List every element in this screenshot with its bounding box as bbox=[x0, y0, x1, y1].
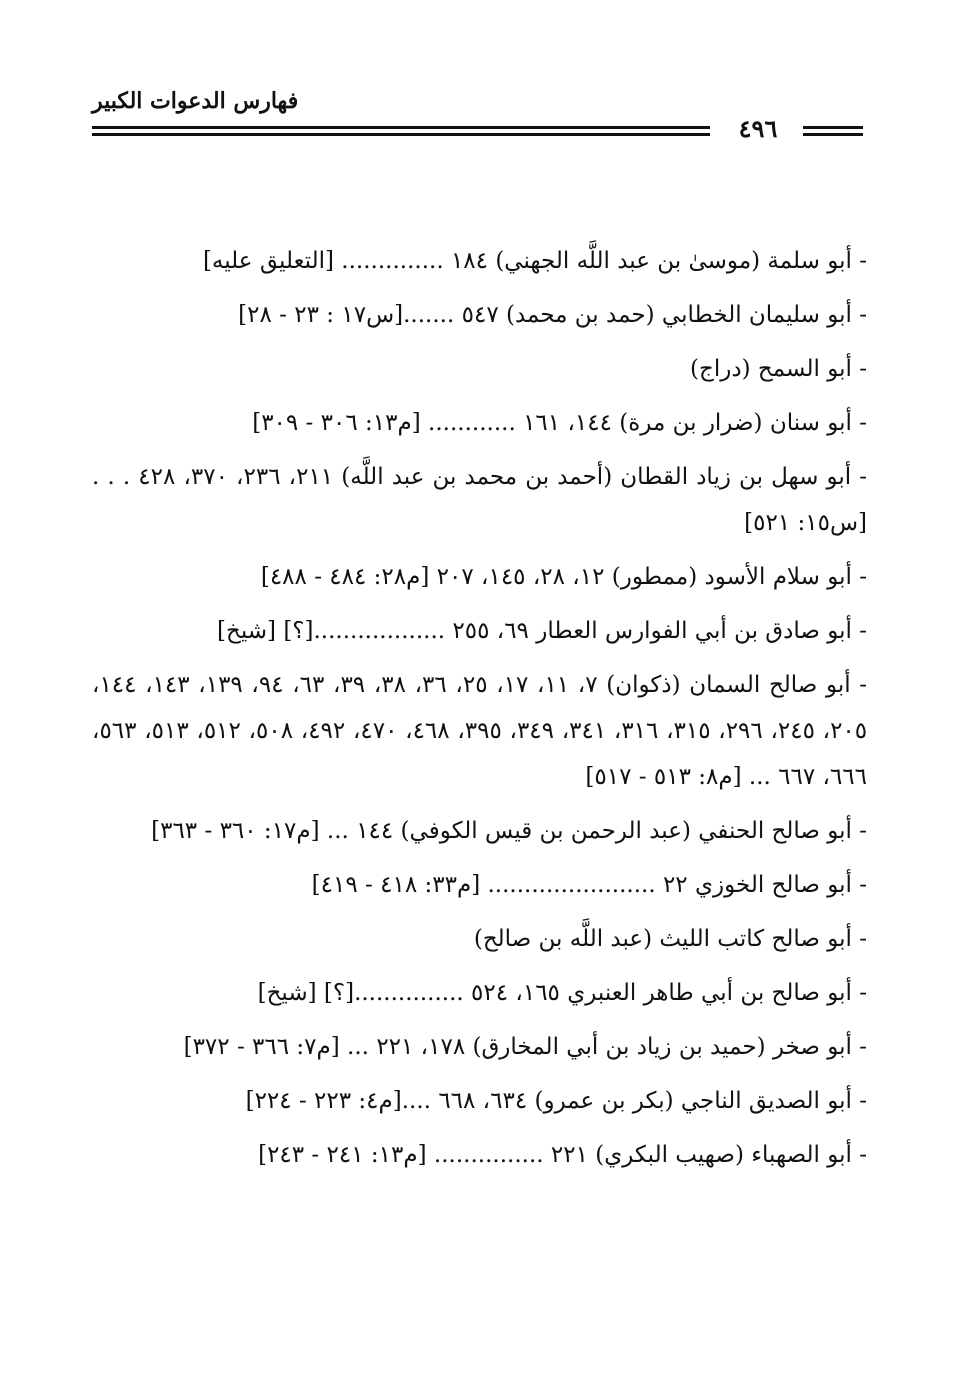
index-entry-text: - أبو سليمان الخطابي (حمد بن محمد) ٥٤٧ .......[س١٧ : ٢٣ - ٢٨] bbox=[238, 302, 867, 328]
index-entry-text: - أبو السمح (دراج) bbox=[690, 356, 867, 382]
index-entry bbox=[92, 1132, 867, 1178]
index-entry bbox=[92, 608, 867, 654]
index-entry-text: - أبو صالح بن أبي طاهر العنبري ١٦٥، ٥٢٤ ...............[؟] [شيخ] bbox=[257, 980, 867, 1006]
index-entry-list bbox=[92, 238, 867, 1186]
header-rule-left-bottom bbox=[92, 133, 710, 136]
index-entry-text: - أبو صالح كاتب الليث (عبد اللَّه بن صالح) bbox=[473, 926, 867, 952]
index-entry-text: - أبو سهل بن زياد القطان (أحمد بن محمد بن عبد اللَّه) ٢١١، ٢٣٦، ٣٧٠، ٤٢٨ . . .[س١٥: ٥٢١] bbox=[92, 464, 868, 536]
index-entry bbox=[92, 454, 867, 546]
index-entry-text: - أبو الصديق الناجي (بكر بن عمرو) ٦٣٤، ٦٦٨ ....[م٤: ٢٢٣ - ٢٢٤] bbox=[245, 1088, 867, 1114]
index-entry bbox=[92, 1024, 867, 1070]
index-entry-text: - أبو صادق بن أبي الفوارس العطار ٦٩، ٢٥٥ ..................[؟] [شيخ] bbox=[217, 618, 867, 644]
index-entry bbox=[92, 346, 867, 392]
index-entry-text: - أبو صالح الحنفي (عبد الرحمن بن قيس الكوفي) ١٤٤ ... [م١٧: ٣٦٠ - ٣٦٣] bbox=[151, 818, 867, 844]
index-entry-text: - أبو الصهباء (صهيب البكري) ٢٢١ ............... [م١٣: ٢٤١ - ٢٤٣] bbox=[258, 1142, 867, 1168]
index-entry bbox=[92, 862, 867, 908]
running-title: فهارس الدعوات الكبير bbox=[92, 88, 299, 114]
index-entry-text: - أبو سلام الأسود (ممطور) ١٢، ٢٨، ١٤٥، ٢٠٧ [م٢٨: ٤٨٤ - ٤٨٨] bbox=[260, 564, 867, 590]
index-entry bbox=[92, 662, 867, 800]
index-entry bbox=[92, 400, 867, 446]
index-entry bbox=[92, 970, 867, 1016]
index-entry bbox=[92, 292, 867, 338]
index-entry bbox=[92, 1078, 867, 1124]
header-rule-right-bottom bbox=[803, 133, 863, 136]
index-entry bbox=[92, 916, 867, 962]
index-entry-text: - أبو سلمة (موسىٰ بن عبد اللَّه الجهني) ١٨٤ .............. [التعليق عليه] bbox=[202, 248, 867, 274]
index-entry-text: - أبو صالح السمان (ذكوان) ٧، ١١، ١٧، ٢٥، ٣٦، ٣٨، ٣٩، ٦٣، ٩٤، ١٣٩، ١٤٣، ١٤٤، ٢٠٥، ٢٤٥، ٢٩٦، ٣١٥، ٣١٦، ٣٤١، ٣٤٩، ٣٩٥، ٤٦٨، ٤٧٠، ٤٩٢، ٥٠٨، ٥١٢، ٥١٣، ٥٦٣، ٦٦٦، ٦٦٧ ... [م٨: ٥١٣ - ٥١٧] bbox=[92, 672, 868, 790]
header-rule-left-top bbox=[92, 126, 710, 129]
index-entry-text: - أبو سنان (ضرار بن مرة) ١٤٤، ١٦١ ............ [م١٣: ٣٠٦ - ٣٠٩] bbox=[252, 410, 867, 436]
index-entry bbox=[92, 808, 867, 854]
page-number: ٤٩٦ bbox=[738, 114, 778, 143]
index-entry-text: - أبو صالح الخوزي ٢٢ ....................... [م٣٣: ٤١٨ - ٤١٩] bbox=[311, 872, 867, 898]
index-entry bbox=[92, 554, 867, 600]
index-entry-text: - أبو صخر (حميد بن زياد بن أبي المخارق) ١٧٨، ٢٢١ ... [م٧: ٣٦٦ - ٣٧٢] bbox=[183, 1034, 867, 1060]
header-rule-right-top bbox=[803, 126, 863, 129]
index-entry bbox=[92, 238, 867, 284]
